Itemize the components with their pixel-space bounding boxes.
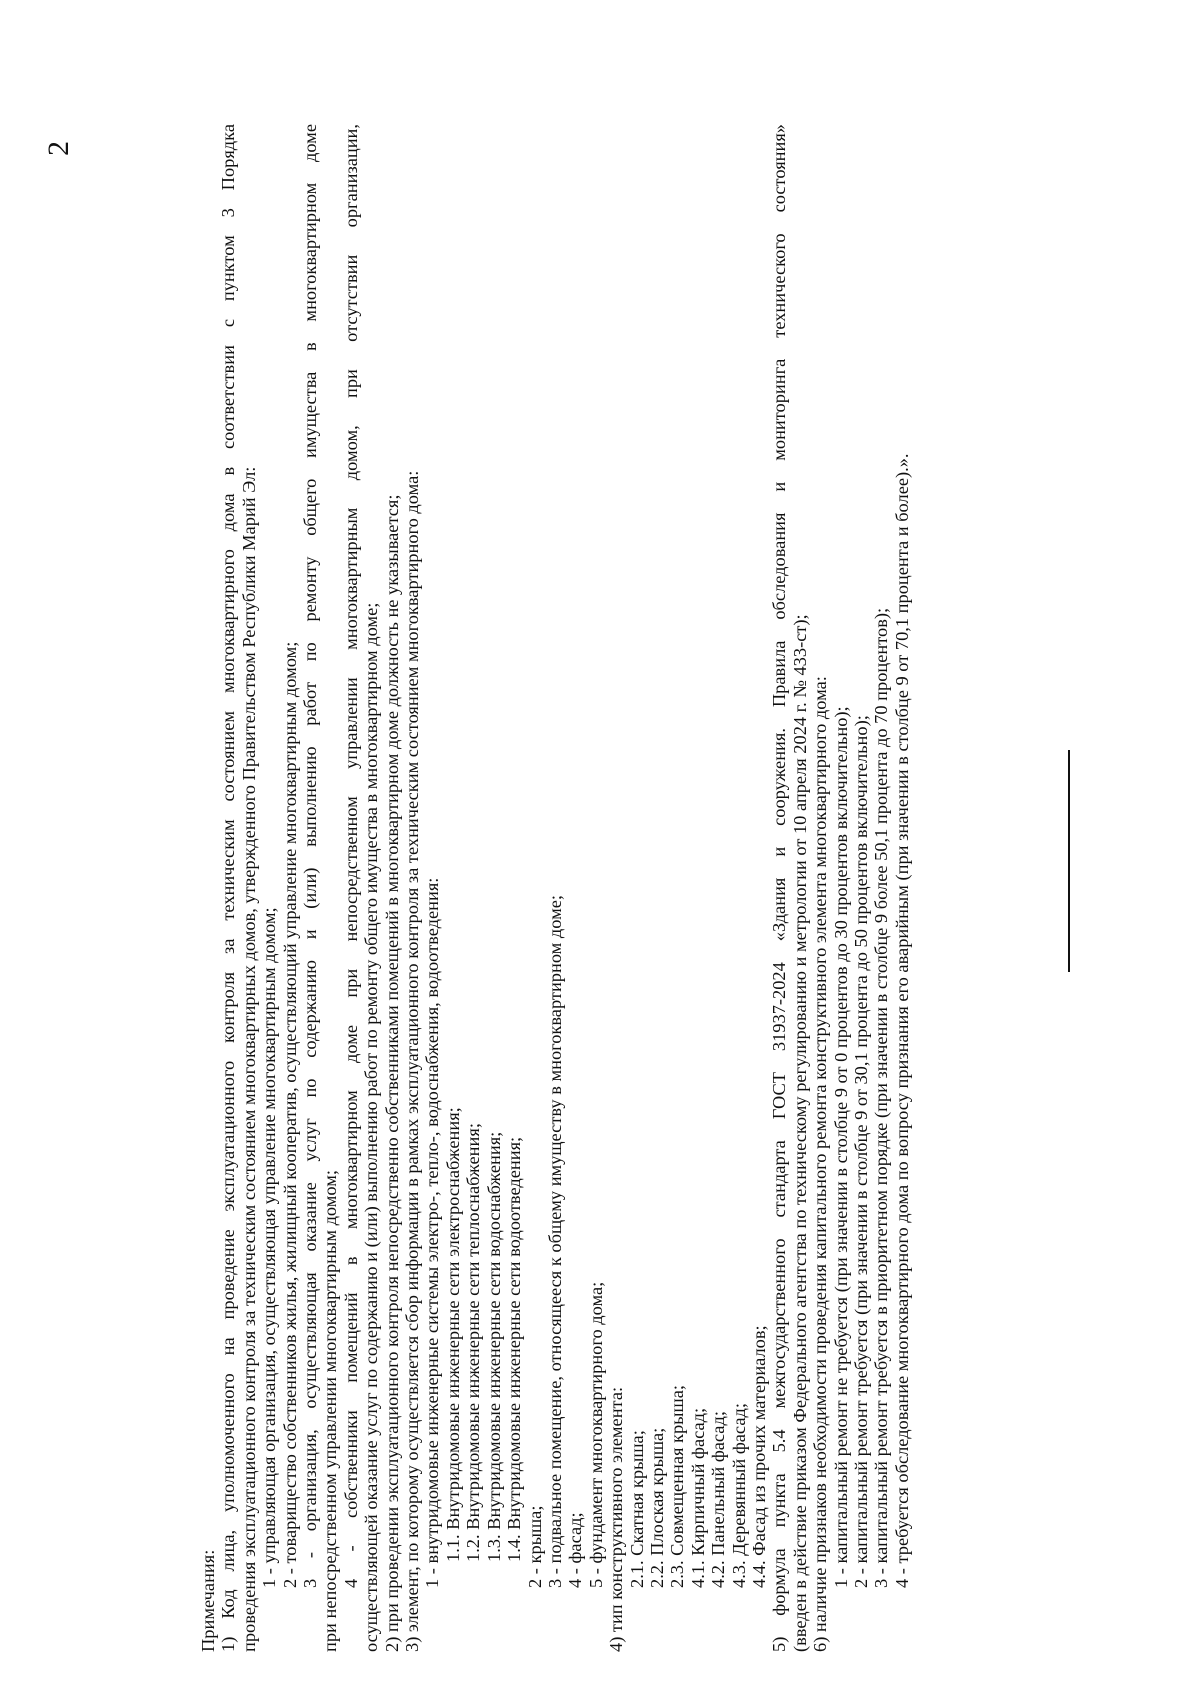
note-2: 2) при проведении эксплуатационного контроля непосредственно собственниками помещений в многоквартирном доме должность не указывается; — [381, 494, 402, 1652]
element-1-2: 1.2. Внутридомовые инженерные сети теплоснабжения; — [463, 1123, 484, 1562]
note-4: 4) тип конструктивного элемента: — [606, 1386, 627, 1652]
code-3-line-2: при непосредственном управлении многоквартирным домом; — [320, 1170, 341, 1652]
type-4-2: 4.2. Панельный фасад; — [708, 1411, 729, 1588]
notes-block — [198, 124, 912, 1652]
type-4-1: 4.1. Кирпичный фасад; — [687, 1407, 708, 1588]
end-divider-line — [1068, 750, 1070, 972]
type-4-4: 4.4. Фасад из прочих материалов; — [748, 1325, 769, 1588]
element-1-3: 1.3. Внутридомовые инженерные сети водоснабжения; — [483, 1131, 504, 1562]
type-2-2: 2.2. Плоская крыша; — [646, 1427, 667, 1588]
note-6: 6) наличие признаков необходимости проведения капитального ремонта конструктивного элемента многоквартирного дома: — [810, 676, 831, 1652]
code-1: 1 - управляющая организация, осуществляющая управление многоквартирным домом; — [259, 907, 280, 1588]
code-4-line-2: осуществляющей оказание услуг по содержанию и (или) выполнению работ по ремонту общего имущества в многоквартирном доме; — [361, 602, 382, 1652]
note-3: 3) элемент, по которому осуществляется сбор информации в рамках эксплуатационного контроля за техническим состоянием многоквартирного дома: — [402, 470, 423, 1652]
repair-1: 1 - капитальный ремонт не требуется (при значении в столбце 9 от 0 процентов до 30 процентов включительно); — [830, 706, 851, 1588]
repair-3: 3 - капитальный ремонт требуется в приоритетном порядке (при значении в столбце 9 более 50,1 процента до 70 процентов); — [871, 607, 892, 1588]
repair-4: 4 - требуется обследование многоквартирного дома по вопросу признания его аварийным (при значении в столбце 9 от 70,1 процента и более).». — [891, 453, 912, 1588]
repair-2: 2 - капитальный ремонт требуется (при значении в столбце 9 от 30,1 процента до 50 процентов включительно); — [851, 715, 871, 1588]
element-1: 1 - внутридомовые инженерные системы электро-, тепло-, водоснабжения, водоотведения: — [422, 877, 443, 1588]
element-3: 3 - подвальное помещение, относящееся к общему имуществу в многоквартирном доме; — [544, 894, 565, 1588]
element-1-1: 1.1. Внутридомовые инженерные сети электроснабжения; — [442, 1107, 463, 1562]
element-1-4: 1.4. Внутридомовые инженерные сети водоотведения; — [504, 1136, 525, 1562]
code-2: 2 - товарищество собственников жилья, жилищный кооператив, осуществляющий управление многоквартирным домом; — [279, 641, 300, 1588]
type-2-1: 2.1. Скатная крыша; — [626, 1430, 647, 1588]
note-5-line-2: (введен в действие приказом Федерального агентства по техническому регулированию и метрологии от 10 апреля 2024 г. № 433-ст); — [789, 614, 810, 1652]
code-3-line-1: 3 - организация, осуществляющая оказание услуг по содержанию и (или) выполнению работ по ремонту общего имущества в многоквартирном доме — [300, 124, 321, 1588]
notes-heading: Примечания: — [198, 1549, 218, 1652]
page-number: 2 — [42, 141, 75, 156]
note-5-line-1: 5) формула пункта 5.4 межгосударственного стандарта ГОСТ 31937-2024 «Здания и сооружения. Правила обследования и мониторинга технического состояния» — [769, 124, 790, 1652]
code-4-line-1: 4 - собственники помещений в многоквартирном доме при непосредственном управлении многоквартирным домом, при отсутствии организации, — [340, 124, 361, 1588]
element-4: 4 - фасад; — [565, 1512, 586, 1588]
type-4-3: 4.3. Деревянный фасад; — [728, 1403, 749, 1588]
note-1-line-1: 1) Код лица, уполномоченного на проведение эксплуатационного контроля за техническим состоянием многоквартирного дома в соответствии с пунктом 3 Порядка — [218, 124, 239, 1652]
note-1-line-2: проведения эксплуатационного контроля за техническим состоянием многоквартирных домов, утвержденного Правительством Республики Марий Эл: — [238, 466, 259, 1652]
element-2: 2 - крыша; — [524, 1505, 545, 1588]
element-5: 5 - фундамент многоквартирного дома; — [585, 1281, 606, 1588]
type-2-3: 2.3. Совмещенная крыша; — [667, 1385, 688, 1588]
